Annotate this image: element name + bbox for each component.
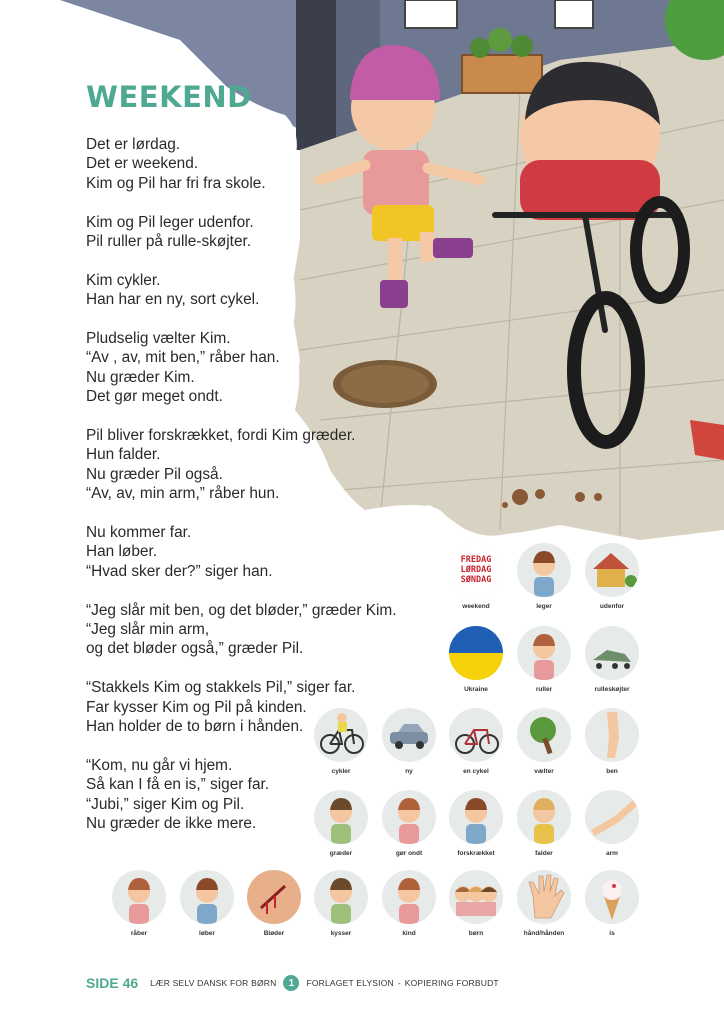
vocab-label: en cykel [463, 768, 489, 775]
ukraine-flag-icon [449, 626, 503, 680]
vocab-item [509, 543, 579, 610]
series-title: LÆR SELV DANSK FOR BØRN [150, 978, 277, 988]
vocab-item [306, 708, 376, 775]
vocab-label: løber [199, 930, 215, 937]
toothache-icon [382, 790, 436, 844]
stanza [86, 135, 416, 193]
story-line: “Stakkels Kim og stakkels Pil,” siger far. [86, 679, 356, 697]
stanza [86, 271, 416, 310]
page-number: SIDE 46 [86, 975, 139, 991]
stanza [86, 426, 416, 504]
cheek-icon [382, 870, 436, 924]
page-title: WEEKEND [86, 80, 252, 114]
children-group-icon [449, 870, 503, 924]
vocab-item [509, 790, 579, 857]
page-footer [86, 973, 499, 993]
vocab-label: is [609, 930, 615, 937]
rollerskates-icon [585, 626, 639, 680]
story-line: “Av, av, min arm,” råber hun. [86, 485, 280, 503]
story-line: Pil ruller på rulle-skøjter. [86, 233, 252, 251]
story-line: Kim cykler. [86, 271, 161, 289]
story-line: “Jeg slår mit ben, og det bløder,” græder Kim. [86, 601, 397, 619]
publisher-name: FORLAGET ELYSION [306, 978, 394, 988]
vocab-item [306, 870, 376, 937]
vocab-item [509, 870, 579, 937]
vocab-label: leger [536, 603, 552, 610]
calendar-day-text: SØNDAG [460, 575, 492, 585]
vocab-item [104, 870, 174, 937]
footer-separator: - [397, 978, 401, 988]
vocab-item [374, 870, 444, 937]
vocab-item [441, 626, 511, 693]
vocab-label: kind [402, 930, 416, 937]
child-playing-icon [517, 543, 571, 597]
vocab-item [441, 870, 511, 937]
story-line: Han har en ny, sort cykel. [86, 291, 260, 309]
story-line: Nu kommer far. [86, 524, 192, 542]
vocab-item [577, 870, 647, 937]
vocab-label: forskrækket [457, 850, 495, 857]
vocab-item [172, 870, 242, 937]
story-line: Nu græder de ikke mere. [86, 815, 257, 833]
vocab-item [509, 626, 579, 693]
vocab-label: kysser [330, 930, 352, 937]
story-line: Det er lørdag. [86, 136, 181, 153]
vocab-item [374, 708, 444, 775]
vocab-label: råber [130, 930, 148, 937]
calendar-day-text: LØRDAG [460, 565, 492, 575]
new-car-icon [382, 708, 436, 762]
vocab-item [441, 790, 511, 857]
shouting-woman-icon [112, 870, 166, 924]
story-line: Kim og Pil har fri fra skole. [86, 174, 266, 192]
vocab-label: cykler [331, 768, 351, 775]
arm-icon [585, 790, 639, 844]
vocab-item [239, 870, 309, 937]
vocab-label: arm [606, 850, 618, 857]
stanza [86, 523, 416, 581]
volume-badge: 1 [283, 975, 299, 991]
stanza [86, 213, 416, 252]
story-line: Pludselig vælter Kim. [86, 330, 231, 348]
story-line: Far kysser Kim og Pil på kinden. [86, 698, 307, 716]
running-boy-icon [180, 870, 234, 924]
vocab-label: ruller [535, 686, 553, 693]
stanza [86, 329, 416, 407]
vocab-label: Ukraine [464, 686, 488, 693]
calendar-days-icon [449, 543, 503, 597]
story-line: “Jubi,” siger Kim og Pil. [86, 795, 245, 813]
story-line: Det er weekend. [86, 155, 199, 173]
leg-icon [585, 708, 639, 762]
vocab-label: weekend [462, 603, 490, 610]
vocab-label: børn [468, 930, 484, 937]
crying-child-icon [314, 790, 368, 844]
story-line: “Hvad sker der?” siger han. [86, 562, 273, 580]
falling-person-icon [517, 790, 571, 844]
vocab-item [441, 543, 511, 610]
vocab-item [306, 790, 376, 857]
vocab-item [577, 626, 647, 693]
hand-icon [517, 870, 571, 924]
story-line: Pil bliver forskrækket, fordi Kim græder. [86, 427, 356, 445]
calendar-day-text: FREDAG [460, 555, 492, 565]
story-line: og det bløder også,” græder Pil. [86, 640, 304, 658]
copyright-notice: KOPIERING FORBUDT [404, 978, 499, 988]
vocab-label: rulleskøjter [594, 686, 630, 693]
vocab-item [374, 790, 444, 857]
vocab-label: vælter [534, 768, 554, 775]
vocab-item [441, 708, 511, 775]
cyclist-icon [314, 708, 368, 762]
vocab-label: Bløder [263, 930, 285, 937]
vocab-item [577, 543, 647, 610]
house-garden-icon [585, 543, 639, 597]
story-line: Nu græder Kim. [86, 368, 195, 386]
story-line: “Av , av, mit ben,” råber han. [86, 349, 280, 367]
rollerskater-icon [517, 626, 571, 680]
startled-child-icon [449, 790, 503, 844]
story-line: Det gør meget ondt. [86, 388, 223, 406]
vocab-label: hånd/hånden [523, 930, 565, 937]
falling-tree-icon [517, 708, 571, 762]
story-line: “Kom, nu går vi hjem. [86, 756, 233, 774]
vocab-label: udenfor [599, 603, 625, 610]
story-line: Så kan I få en is,” siger far. [86, 776, 270, 794]
ice-cream-icon [585, 870, 639, 924]
vocab-label: ny [405, 768, 413, 775]
story-line: Nu græder Pil også. [86, 465, 223, 483]
story-line: Hun falder. [86, 446, 161, 464]
vocab-label: græder [329, 850, 353, 857]
vocab-item [577, 708, 647, 775]
story-line: Kim og Pil leger udenfor. [86, 213, 254, 231]
vocab-label: gør ondt [395, 850, 423, 857]
story-line: Han holder de to børn i hånden. [86, 718, 304, 736]
bleeding-wound-icon [247, 870, 301, 924]
story-line: Han løber. [86, 543, 158, 561]
vocab-item [577, 790, 647, 857]
vocab-item [509, 708, 579, 775]
vocab-label: ben [606, 768, 618, 775]
kissing-icon [314, 870, 368, 924]
bicycle-icon [449, 708, 503, 762]
stanza [86, 601, 416, 659]
vocab-label: falder [535, 850, 553, 857]
story-line: “Jeg slår min arm, [86, 621, 210, 639]
